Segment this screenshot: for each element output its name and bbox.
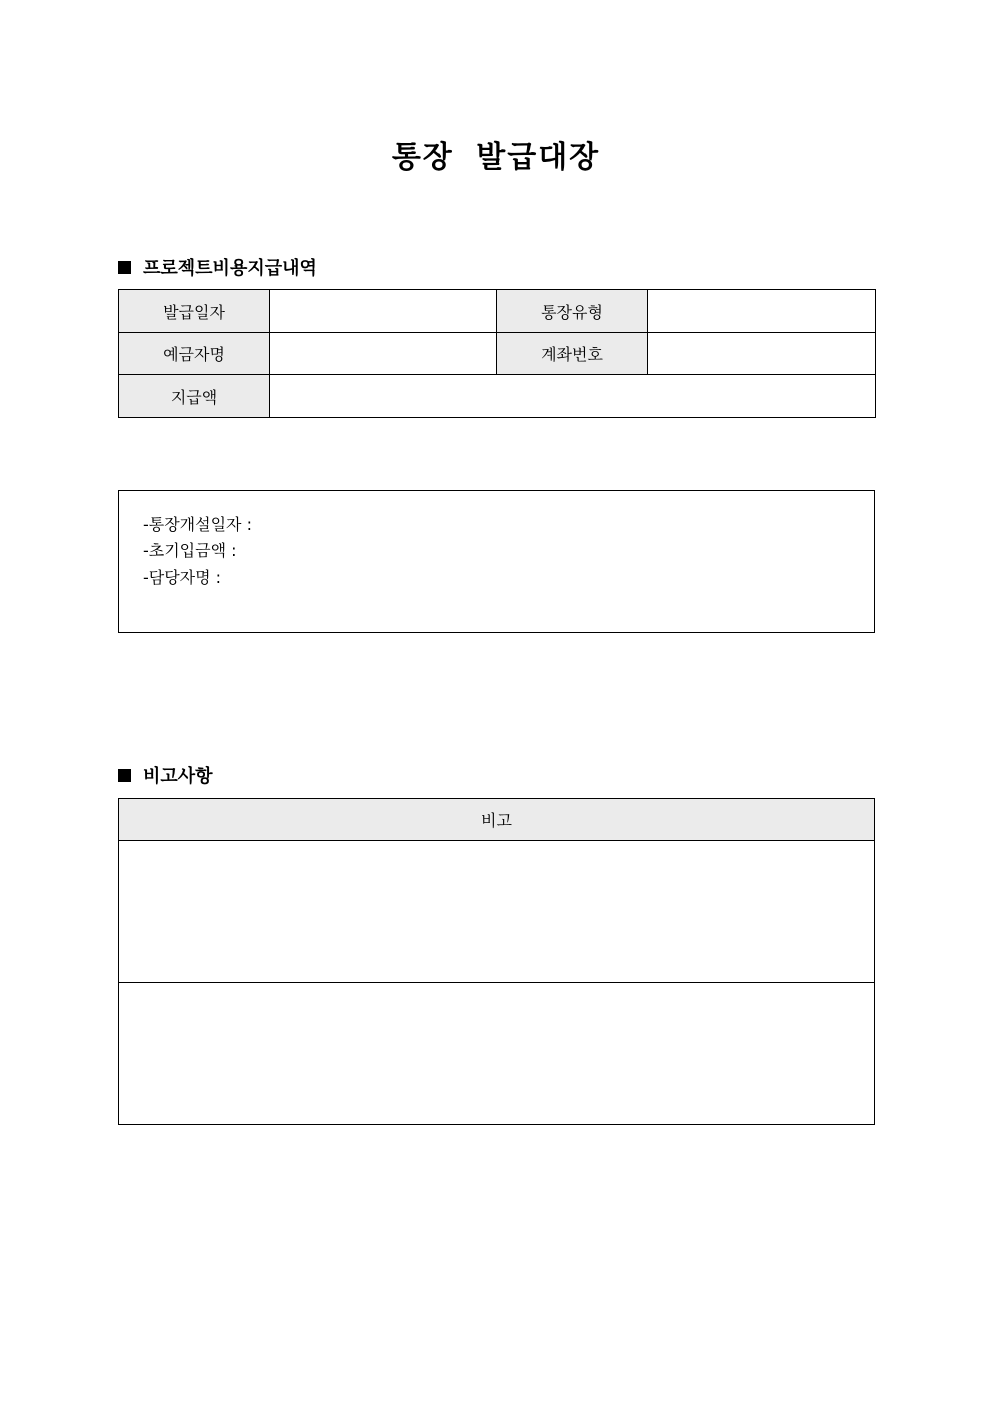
account-type-field[interactable] [648, 290, 876, 333]
remarks-row[interactable] [119, 841, 875, 983]
depositor-name-label: 예금자명 [119, 333, 270, 375]
document-title: 통장 발급대장 [391, 140, 601, 175]
memo-box[interactable] [118, 490, 875, 633]
issue-date-field[interactable] [270, 290, 497, 333]
square-bullet-icon [118, 769, 131, 782]
section-heading-payment [118, 254, 317, 280]
account-number-field[interactable] [648, 333, 876, 375]
remarks-table [118, 798, 875, 1125]
issue-date-label: 발급일자 [119, 290, 270, 333]
square-bullet-icon [118, 261, 131, 274]
depositor-name-field[interactable] [270, 333, 497, 375]
memo-line-initial-deposit: -초기입금액 : [143, 541, 237, 560]
section-heading-remarks-label: 비고사항 [143, 766, 213, 787]
section-heading-remarks [118, 762, 213, 788]
payment-details-table [118, 289, 876, 418]
memo-line-open-date: -통장개설일자 : [143, 515, 252, 534]
remarks-table-header: 비고 [119, 799, 875, 841]
payment-amount-field[interactable] [270, 375, 876, 418]
account-type-label: 통장유형 [497, 290, 648, 333]
memo-line-manager-name: -담당자명 : [143, 568, 222, 587]
payment-amount-label: 지급액 [119, 375, 270, 418]
remarks-row[interactable] [119, 983, 875, 1125]
section-heading-payment-label: 프로젝트비용지급내역 [143, 258, 317, 279]
account-number-label: 계좌번호 [497, 333, 648, 375]
